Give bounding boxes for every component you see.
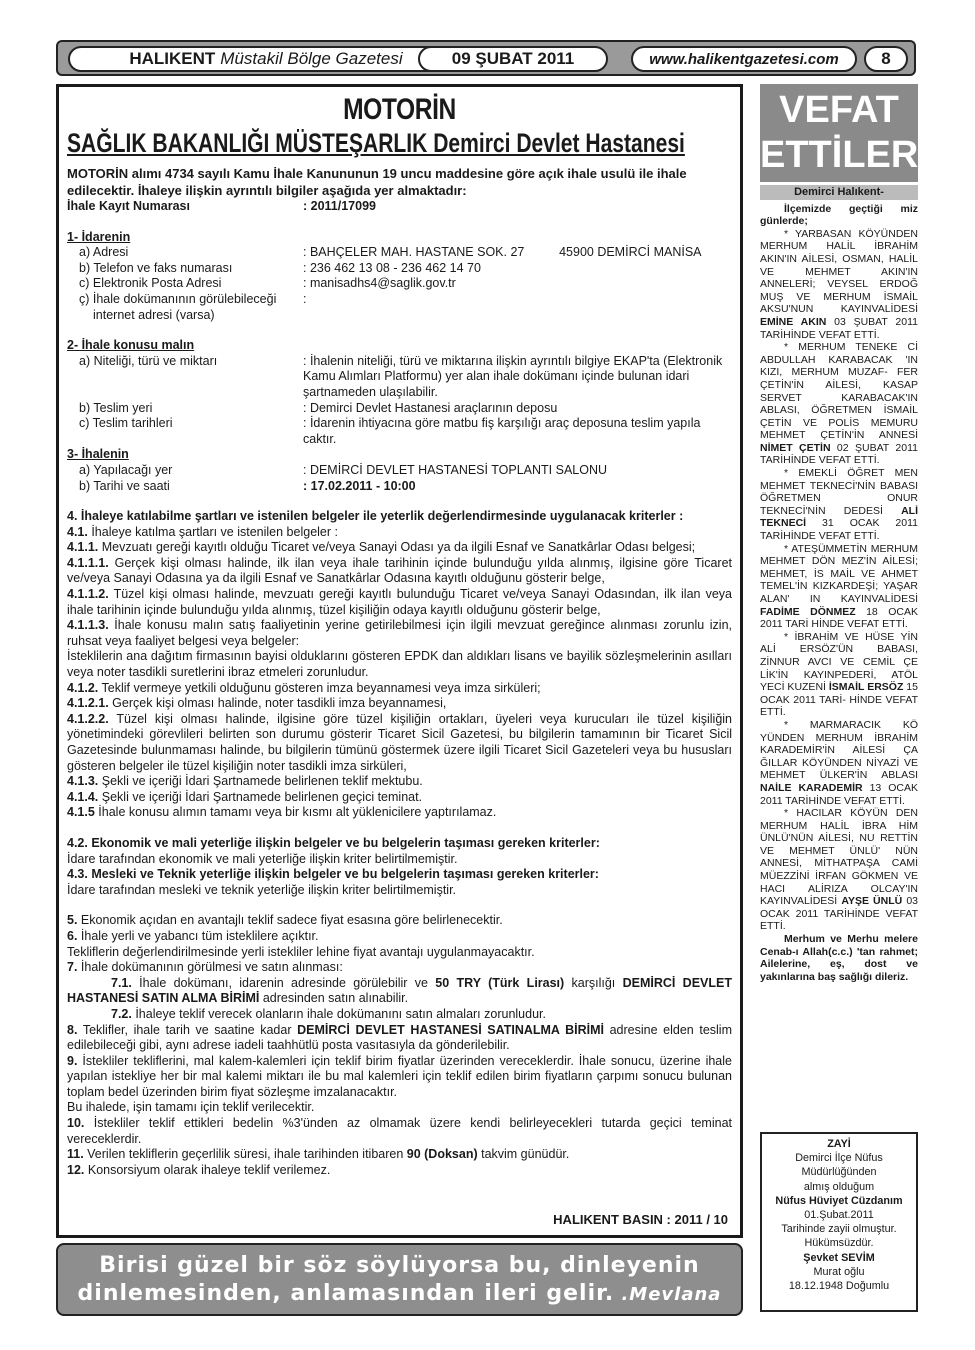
s1-b-row [67,261,732,277]
p4-1-1-2: 4.1.1.2. Tüzel kişi olması halinde, mevzuatı gereği kayıtlı bulunduğu Ticaret ve/veya Sanayi Odasından, ilk ilan veya ihale tarihinin içinde bulunduğu yılda alınmış, tüzel kişiliğin odaya kayıtlı olduğunu gösterir belge, [67,587,732,617]
s3-a-value: : DEMİRCİ DEVLET HASTANESİ TOPLANTI SALONU [303,462,608,477]
s1-c-value: : manisadhs4@saglik.gov.tr [303,276,456,291]
quote-author: .Mevlana [614,1284,722,1305]
s1-d-row [67,292,732,323]
kayit-label: İhale Kayıt Numarası [67,199,190,213]
s3-b-label: b) Tarihi ve saati [79,478,170,493]
s3-a-row [67,463,732,479]
p12: 12. Konsorsiyum olarak ihaleye teklif verilemez. [67,1162,331,1177]
s1-d-label [67,292,303,323]
ad-title: MOTORİN [343,93,456,126]
p4-1-5: 4.1.5 İhale konusu alımın tamamı veya bir kısmı alt yüklenicilere yaptırılamaz. [67,805,497,820]
p9: 9. İstekliler tekliflerini, mal kalem-kalemleri için teklif birim fiyatlar üzerinden vereceklerdir. İhale sonucu, üzerine ihale yapılan istekliye her bir mal kalemi miktarı ile bu mal kalemleri için teklif edilen birim fiyatların çarpımı sonucu bulunan toplam bedel üzerinden birim fiyat sözleşme imzalanacaktır. [67,1053,732,1099]
paper-tagline: Müstakil Bölge Gazetesi [220,49,403,68]
s1-a-value: : BAHÇELER MAH. HASTANE SOK. 27 45900 DEMİRCİ MANİSA [303,245,702,260]
s1-c-label: c) Elektronik Posta Adresi [79,276,222,291]
p6b: Tekliflerin değerlendirilmesinde yerli istekliler lehine fiyat avantajı uygulanmayacaktır. [67,944,535,959]
obituary-5: * İBRAHİM VE HÜSE YİN ALİ ERSÖZ'ÜN BABASI, ZİNNUR AVCI VE CEMİL ÇE LİK'İN KAYINPEDERİ, ATÖL YECİ KUZENİ İSMAİL ERSÖZ 15 OCAK 2011 TARİ- HİNDE VEFAT ETTİ. [760,630,918,719]
ad-subtitle: SAĞLIK BAKANLIĞI MÜSTEŞARLIK Demirci Devlet Hastanesi [67,128,685,158]
s1-b-value: : 236 462 13 08 - 236 462 14 70 [303,260,481,275]
p4-2: İdare tarafından ekonomik ve mali yeterliğe ilişkin kriter belirtilmemiştir. [67,851,458,866]
lost-notice: ZAYİ Demirci İlçe Nüfus Müdürlüğünden almış olduğum Nüfus Hüviyet Cüzdanım 01.Şubat.2011 Tarihinde zayii olmuştur. Hükümsüzdür. Şevket SEVİM Murat oğlu 18.12.1948 Doğumlu [760,1132,918,1312]
p11: 11. Verilen tekliflerin geçerlilik süresi, ihale tarihinden itibaren 90 (Doksan) takvim günüdür. [67,1147,570,1162]
s2-b-label: b) Teslim yeri [79,400,153,415]
s2-a-row [67,354,732,401]
obituary-2: * MERHUM TENEKE Cİ ABDULLAH KARABACAK 'IN KIZI, MERHUM MUZAF- FER ÇETİN'İN AİLESİ, KASAP SERVET KARABACAK'IN ABLASI, ÖĞRETMEN İSMAİL ÇETİN VE POLİS MEMURU MEHMET ÇETİN'İN ANNESİ NİMET ÇETİN 02 ŞUBAT 2011 TARİHİNDE VEFAT ETTİ. [760,341,918,467]
obituary-1: * YARBASAN KÖYÜNDEN MERHUM HALİL İBRAHİM AKIN'IN AİLESİ, OSMAN, HALİL VE MEHMET AKIN'IN ANNELERİ; VEYSEL ERDOĞ MUŞ VE MERHUM İSMAİL AKSU'NUN KAYINVALİDESİ EMİNE AKIN 03 ŞUBAT 2011 TARİHİNDE VEFAT ETTİ. [760,227,918,341]
obituaries-heading: VEFAT ETTİLER [760,84,918,182]
masthead [56,40,916,76]
s3-a-label: a) Yapılacağı yer [79,462,173,477]
s2-a-value: : İhalenin niteliği, türü ve miktarına ilişkin ayrıntılı bilgiye EKAP'ta (Elektronik Kamu Alımları Platformu) yer alan ihale dokümanı içinde bulunan idari şartnameden ulaşılabilir. [303,353,723,399]
s1-c-row [67,276,732,292]
website-link[interactable]: www.halikentgazetesi.com [631,46,857,72]
obituary-3: * EMEKLİ ÖĞRET MEN MEHMET TEKNECİ'NİN BABASI ÖĞRETMEN ONUR TEKNECİ'NİN DEDESİ ALİ TEKNECİ 31 OCAK 2011 TARİHİNDE VEFAT ETTİ. [760,467,918,543]
p4-1-4: 4.1.4. Şekli ve içeriği İdari Şartnamede belirlenen geçici teminat. [67,789,423,804]
p4-3-heading: 4.3. Mesleki ve Teknik yeterliğe ilişkin belgeler ve bu belgelerin taşıması gereken kriterler: [67,867,599,882]
obituary-6: * MARMARACIK KÖ YÜNDEN MERHUM İBRAHİM KARADEMİR'İN AİLESİ ÇA ĞILLAR KÖYÜNDEN NİYAZİ VE MEHMET ÜLKER'İN ABLASI NAİLE KARADEMİR 13 OCAK 2011 TARİHİNDE VEFAT ETTİ. [760,718,918,807]
s2-b-row [67,401,732,417]
section-2-title: 2- İhale konusu malın [67,338,195,353]
s2-c-value: : İdarenin ihtiyacına göre matbu fiş karşılığı araç deposuna teslim yapıla caktır. [303,416,701,446]
s2-c-label: c) Teslim tarihleri [79,416,173,431]
quote-line-2: dinlemesinden, anlamasından ileri gelir. .Mevlana [77,1281,722,1306]
quote-banner [56,1243,743,1316]
s1-d-label-line2: internet adresi (varsa) [93,307,215,322]
kayit-row [67,199,732,215]
s1-d-label-line1: ç) İhale dokümanının görülebileceği [79,291,277,306]
s2-a-label: a) Niteliği, türü ve miktarı [79,353,218,368]
ad-intro: MOTORİN alımı 4734 sayılı Kamu İhale Kanununun 19 uncu maddesine göre açık ihale usulü ile ihale edilecektir. İhaleye ilişkin ayrıntılı bilgiler aşağıda yer almaktadır: [67,166,687,198]
s1-a-row [67,245,732,261]
s3-b-row [67,479,732,495]
obituaries-column [760,185,918,983]
p7-2: 7.2. İhaleye teklif verecek olanların ihale dokümanını satın almaları zorunludur. [111,1006,546,1021]
ad-signature: HALIKENT BASIN : 2011 / 10 [553,1212,728,1227]
obituary-4: * ATEŞÜMMETİN MERHUM MEHMET DÖN MEZ'İN AİLESİ; MEHMET, İS MAİL VE AHMET TEMEL'İN KIZKARDEŞİ; YAŞAR ALAN' IN KAYINVALİDESİ FADİME DÖNMEZ 18 OCAK 2011 TARİ HİNDE VEFAT ETTİ. [760,542,918,631]
p4-1-1-1: 4.1.1.1. Gerçek kişi olması halinde, ilk ilan veya ihale tarihinin içinde bulunduğu yılda alınmış, ilgisine göre Ticaret ve/veya Sanayi Odasına ya da ilgili Esnaf ve Sanatkârlar Odasına kayıtlı olduğunu gösterir belge, [67,555,732,586]
kayit-value: : 2011/17099 [303,199,376,213]
p7: 7. İhale dokümanının görülmesi ve satın alınması: [67,960,343,975]
p5: 5. Ekonomik açıdan en avantajlı teklif sadece fiyat esasına göre belirlenecektir. [67,913,503,928]
s2-c-row [67,416,732,447]
lost-owner-name: Şevket SEVİM [803,1251,875,1264]
lost-title: ZAYİ [827,1138,851,1150]
s2-b-value: : Demirci Devlet Hastanesi araçlarının deposu [303,400,558,415]
p4-heading: 4. İhaleye katılabilme şartları ve istenilen belgeler ile yeterlik değerlendirmesinde uygulanacak kriterler : [67,509,684,524]
p4-1-1: 4.1.1. Mevzuatı gereği kayıtlı olduğu Ticaret ve/veya Sanayi Odası ya da ilgili Esnaf ve Sanatkârlar Odası belgesi; [67,540,696,555]
paper-name: HALIKENT [129,49,216,68]
p4-3: İdare tarafından mesleki ve teknik yeterliğe ilişkin kriter belirtilmemiştir. [67,882,457,897]
p8: 8. Teklifler, ihale tarih ve saatine kadar DEMİRCİ DEVLET HASTANESİ SATINALMA BİRİMİ adresine elden teslim edilebileceği gibi, aynı adrese iadeli taahhütlü posta vasıtasıyla da gönderilebilir. [67,1022,732,1053]
p4-1-2-1: 4.1.2.1. Gerçek kişi olması halinde, noter tasdikli imza beyannamesi, [67,696,447,711]
section-3-title: 3- İhalenin [67,447,129,462]
obituary-7: * HACILAR KÖYÜN DEN MERHUM HALİL İBRA HİM ÜNLÜ'NÜN AİLESİ, NU RETTİN VE MEHMET ÜNLÜ' NÜN ANNESİ, MİTHATPAŞA CAMİ MÜEZZİNİ İRFAN GÖKMEN VE HACI ALİRIZA OLCAY'IN KAYINVALİDESİ AYŞE ÜNLÜ 03 OCAK 2011 TARİHİNDE VEFAT ETTİ. [760,807,918,933]
paper-name-pill [68,46,464,72]
page-number: 8 [864,46,908,72]
p4-1-2: 4.1.2. Teklif vermeye yetkili olduğunu gösteren imza beyannamesi veya imza sirküleri; [67,680,541,695]
p4-1-1-3: 4.1.1.3. İhale konusu malın satış faaliyetinin yerine getirilebilmesi için ilgili mevzuat gereğince alınması zorunlu izin, ruhsat veya faaliyet belgesi veya belgeler: [67,618,732,648]
p4-1-1-3b: İsteklilerin ana dağıtım firmasının bayisi olduklarını gösteren EPDK dan aldıkları lisans ve bayilik sözleşmelerinin asılları veya noter tasdikli suretlerini ibraz etmeleri zorunludur. [67,649,732,680]
p4-1-2-2: 4.1.2.2. Tüzel kişi olması halinde, ilgisine göre tüzel kişiliğin ortakları, üyeleri veya kurucuları ile tüzel kişiliğin yönetimindeki görevlileri belirten son durumu gösterir Ticaret Sicil Gazetesi, bu bilgilerin tamamının bir Ticaret Sicil Gazetesinde bulunmaması halinde, bu bilgilerin tümünü göstermek üzere ilgili Ticaret Sicil Gazeteleri veya bu hususları gösteren belgeler ile tüzel kişiliğin noter tasdikli imza sirküleri, [67,711,732,773]
quote-line-1: Birisi güzel bir söz söylüyorsa bu, dinleyenin [99,1253,700,1278]
p4-1-3: 4.1.3. Şekli ve içeriği İdari Şartnamede belirlenen teklif mektubu. [67,774,423,789]
p10: 10. İstekliler teklif ettikleri bedelin %3'ünden az olmamak üzere kendi belirleyecekleri tutarda geçici teminat vereceklerdir. [67,1116,732,1146]
issue-date: 09 ŞUBAT 2011 [418,46,608,72]
p4-2-heading: 4.2. Ekonomik ve mali yeterliğe ilişkin belgeler ve bu belgelerin taşıması gereken kriterler: [67,835,600,850]
p6: 6. İhale yerli ve yabancı tüm isteklilere açıktır. [67,928,319,943]
s1-b-label: b) Telefon ve faks numarası [79,260,233,275]
obituaries-closing: Merhum ve Merhu melere Cenab-ı Allah(c.c.) 'tan rahmet; Ailelerine, eş, dost ve yakınlarına baş sağlığı dileriz. [760,933,918,983]
obituaries-intro: İlçemizde geçtiği miz günlerde; [760,202,918,228]
p4-1: 4.1. İhaleye katılma şartları ve istenilen belgeler : [67,524,338,539]
section-1-title: 1- İdarenin [67,229,131,244]
s1-d-value: : [303,291,307,306]
obituaries-sub: Demirci Halıkent- [760,185,918,200]
s1-a-label: a) Adresi [79,245,129,260]
s3-b-value: : 17.02.2011 - 10:00 [303,478,416,493]
p7-1: 7.1. İhale dokümanı, idarenin adresinde görülebilir ve 50 TRY (Türk Lirası) karşılığı DEMİRCİ DEVLET HASTANESİ SATIN ALMA BİRİMİ adresinden satın alınabilir. [67,975,732,1006]
p9b: Bu ihalede, işin tamamı için teklif verilecektir. [67,1100,315,1115]
tender-announcement [56,84,743,1238]
